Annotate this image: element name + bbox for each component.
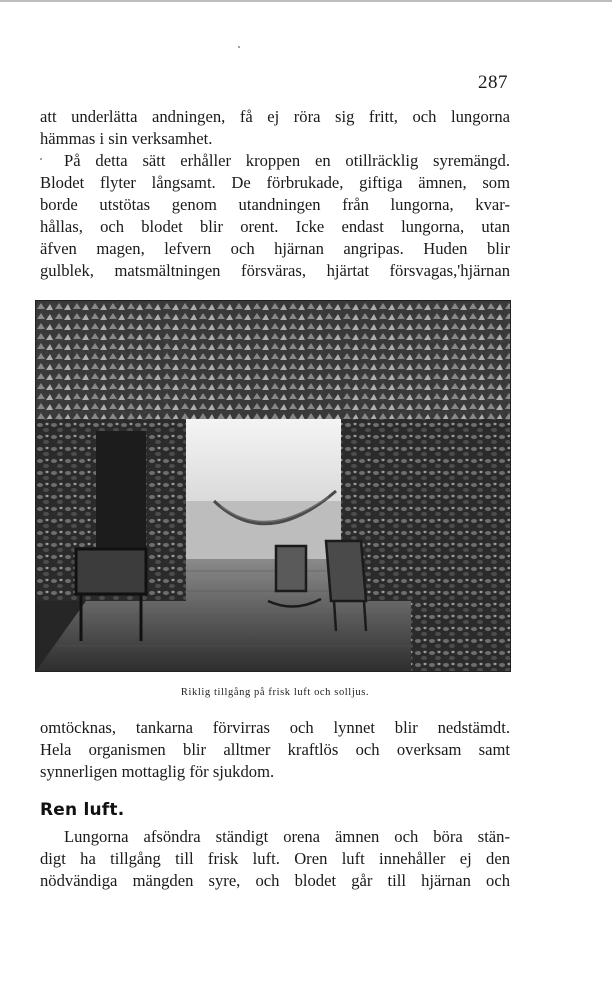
text-line: äfven magen, lefvern och hjärnan angripas. Huden blir — [40, 239, 510, 258]
text-line: Hela organismen blir alltmer kraftlös och overksam samt — [40, 740, 510, 759]
section-heading: Ren luft. — [40, 800, 125, 820]
text-line: hämmas i sin verksamhet. — [40, 129, 213, 148]
text-line: Lungorna afsöndra ständigt orena ämnen och böra stän- — [64, 827, 510, 846]
text-line: digt ha tillgång till frisk luft. Oren luft innehåller ej den — [40, 849, 510, 868]
window-frame — [96, 431, 146, 551]
text-line: hållas, och blodet blir orent. Icke endast lungorna, utan — [40, 217, 510, 236]
figure-caption: Riklig tillgång på frisk luft och solljus. — [180, 687, 370, 698]
text-line: gulblek, matsmältningen försväras, hjärtat försvagas,'hjärnan — [40, 261, 510, 280]
text-line: Blodet flyter långsamt. De förbrukade, giftiga ämnen, som — [40, 173, 510, 192]
roof-vines — [36, 301, 510, 419]
text-line: omtöcknas, tankarna förvirras och lynnet blir nedstämdt. — [40, 718, 510, 737]
text-line: borde utstötas genom utandningen från lungorna, kvar- — [40, 195, 510, 214]
text-line: nödvändiga mängden syre, och blodet går till hjärnan och — [40, 871, 510, 890]
page-top-edge — [0, 0, 612, 2]
bottom-paragraph — [40, 826, 510, 892]
text-line: att underlätta andningen, få ej röra sig fritt, och lungorna — [40, 107, 510, 126]
paper-speck — [238, 46, 240, 48]
page-number: 287 — [478, 72, 508, 93]
text-line: På detta sätt erhåller kroppen en otillräcklig syremängd. — [64, 151, 510, 170]
potted-plant — [426, 591, 506, 671]
top-paragraphs — [40, 106, 510, 282]
veranda-photograph — [35, 300, 511, 672]
middle-paragraph — [40, 717, 510, 783]
text-line: synnerligen mottaglig för sjukdom. — [40, 762, 275, 781]
